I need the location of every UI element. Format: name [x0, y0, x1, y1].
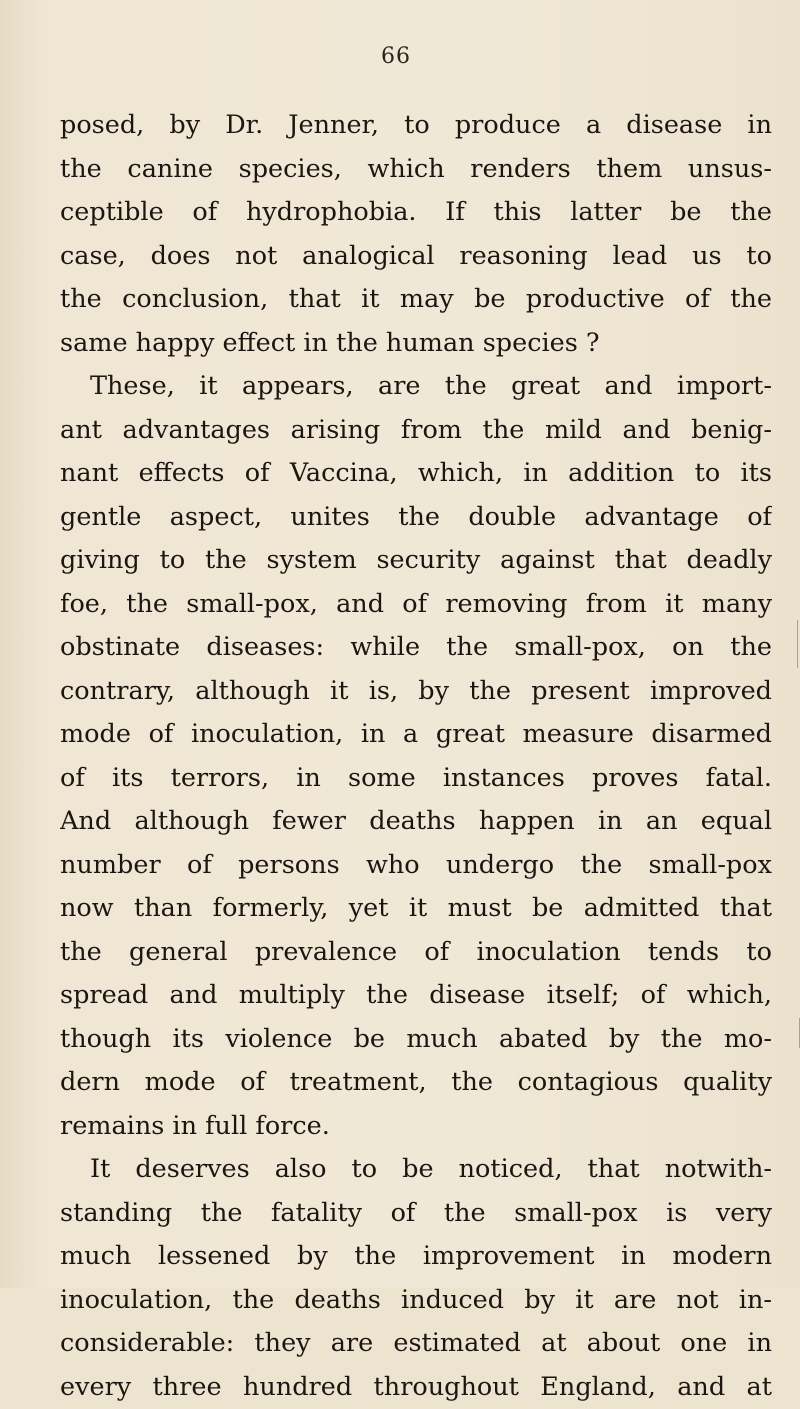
- text-line: foe, the small-pox, and of removing from it many: [60, 583, 772, 627]
- text-line: dern mode of treatment, the contagious quality: [60, 1061, 772, 1105]
- text-line: same happy effect in the human species ?: [60, 322, 772, 366]
- text-line: remains in full force.: [60, 1105, 772, 1149]
- text-line: the canine species, which renders them unsus-: [60, 148, 772, 192]
- text-line: giving to the system security against that deadly: [60, 539, 772, 583]
- text-line: now than formerly, yet it must be admitted that: [60, 887, 772, 931]
- text-line: And although fewer deaths happen in an equal: [60, 800, 772, 844]
- text-line: case, does not analogical reasoning lead us to: [60, 235, 772, 279]
- text-line: mode of inoculation, in a great measure disarmed: [60, 713, 772, 757]
- text-line: standing the fatality of the small-pox is very: [60, 1192, 772, 1236]
- text-line: of its terrors, in some instances proves fatal.: [60, 757, 772, 801]
- body-text: [60, 104, 772, 1409]
- text-line: posed, by Dr. Jenner, to produce a disease in: [60, 104, 772, 148]
- text-line: ant advantages arising from the mild and benig-: [60, 409, 772, 453]
- text-line: inoculation, the deaths induced by it are not in-: [60, 1279, 772, 1323]
- text-line: though its violence be much abated by the mo-: [60, 1018, 772, 1062]
- text-line: much lessened by the improvement in modern: [60, 1235, 772, 1279]
- text-line: spread and multiply the disease itself; of which,: [60, 974, 772, 1018]
- paragraph-start: These, it appears, are the great and import-: [60, 365, 772, 409]
- show-through-mark: [797, 620, 798, 668]
- text-line: considerable: they are estimated at about one in: [60, 1322, 772, 1366]
- text-line: ceptible of hydrophobia. If this latter be the: [60, 191, 772, 235]
- text-line: the general prevalence of inoculation tends to: [60, 931, 772, 975]
- text-line: gentle aspect, unites the double advantage of: [60, 496, 772, 540]
- text-line: nant effects of Vaccina, which, in addition to its: [60, 452, 772, 496]
- page-number: 66: [366, 44, 426, 69]
- text-line: number of persons who undergo the small-pox: [60, 844, 772, 888]
- text-line: the conclusion, that it may be productive of the: [60, 278, 772, 322]
- paragraph-start: It deserves also to be noticed, that notwith-: [60, 1148, 772, 1192]
- text-line: every three hundred throughout England, and at: [60, 1366, 772, 1409]
- text-line: obstinate diseases: while the small-pox, on the: [60, 626, 772, 670]
- text-line: contrary, although it is, by the present improved: [60, 670, 772, 714]
